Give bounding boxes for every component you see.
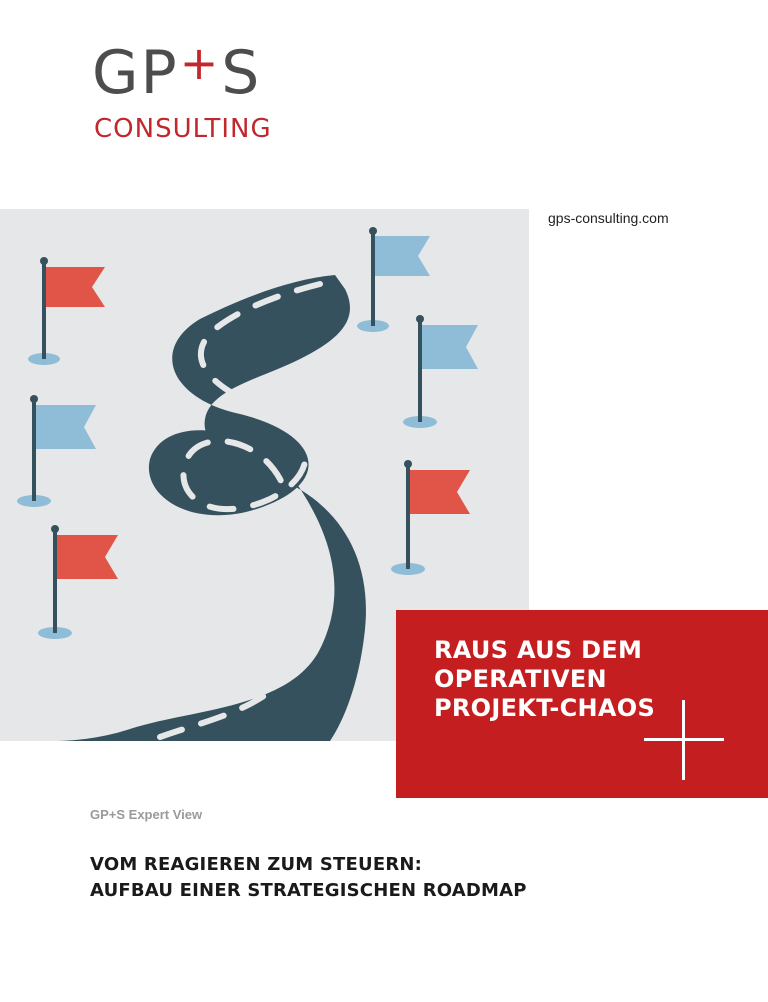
cover-title-line: RAUS AUS DEM — [434, 636, 643, 664]
cover-title-line: OPERATIVEN — [434, 665, 607, 693]
headline-line: VOM REAGIEREN ZUM STEUERN: — [90, 854, 423, 875]
flag-icon — [38, 525, 118, 639]
website-link[interactable]: gps-consulting.com — [548, 210, 669, 226]
logo-plus: + — [179, 36, 221, 90]
plus-icon — [644, 700, 724, 780]
headline-line: AUFBAU EINER STRATEGISCHEN ROADMAP — [90, 880, 527, 901]
logo-s: S — [221, 38, 262, 108]
title-box — [396, 610, 768, 798]
flag-icon — [17, 395, 96, 507]
flag-icon — [28, 257, 105, 365]
flag-icon — [403, 315, 478, 428]
logo-wordmark — [92, 38, 261, 112]
brand-logo — [92, 38, 282, 148]
headline — [90, 852, 527, 904]
logo-subtitle: CONSULTING — [94, 114, 272, 144]
flag-icon — [391, 460, 470, 575]
series-label: GP+S Expert View — [90, 807, 203, 822]
logo-gp: GP — [92, 38, 179, 108]
cover-title — [434, 636, 655, 723]
cover-title-line: PROJEKT-CHAOS — [434, 694, 656, 722]
